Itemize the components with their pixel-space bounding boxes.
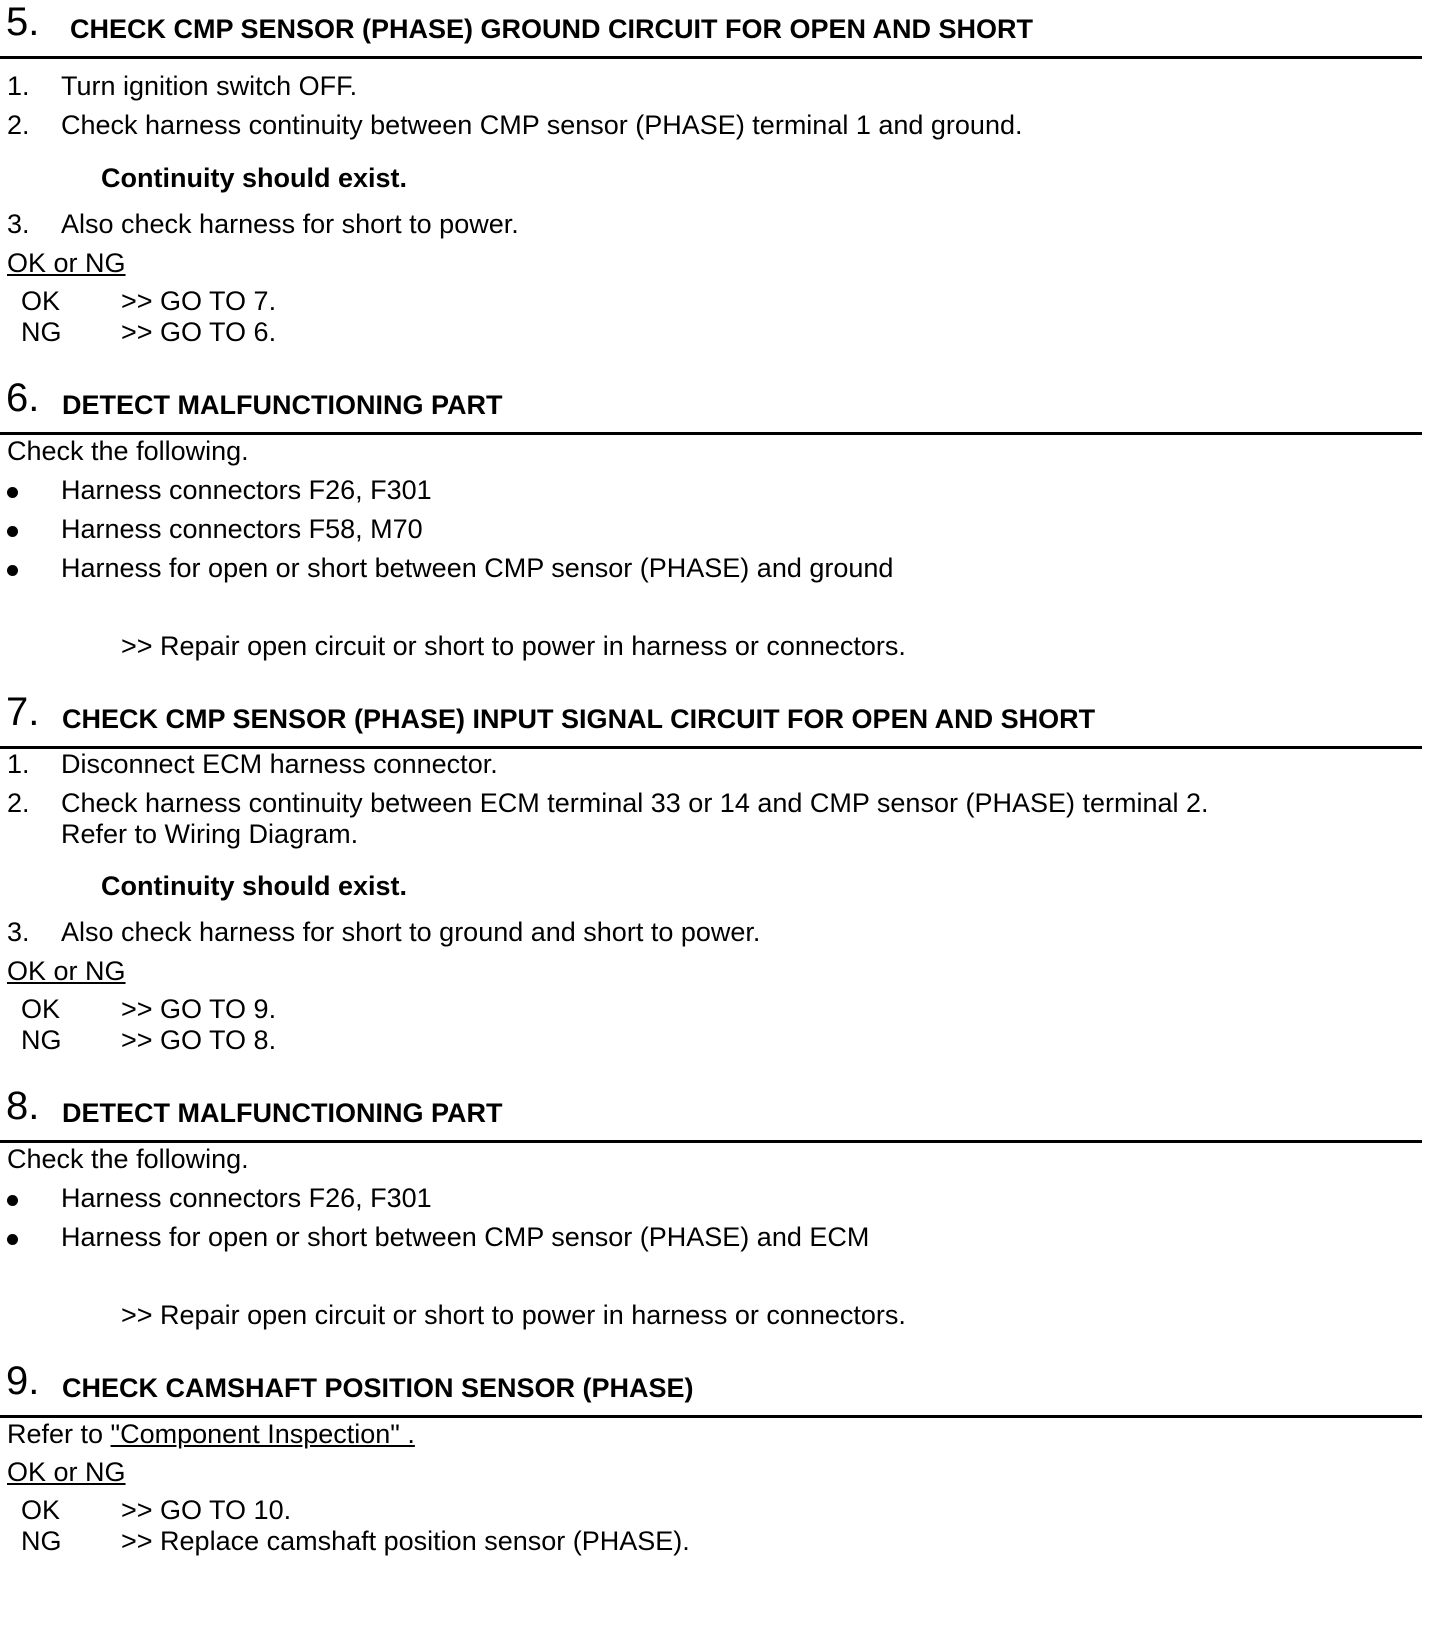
ok-or-ng-label: OK or NG [7, 1457, 126, 1487]
step-9-header [0, 1359, 1422, 1417]
step-title: DETECT MALFUNCTIONING PART [62, 1098, 503, 1128]
step-title: CHECK CMP SENSOR (PHASE) INPUT SIGNAL CIRCUIT FOR OPEN AND SHORT [62, 704, 1096, 734]
goto-link[interactable]: >> GO TO 9. [121, 994, 277, 1024]
step-number: 8. [6, 1084, 40, 1128]
divider [0, 56, 1422, 59]
goto-link[interactable]: >> GO TO 8. [121, 1025, 277, 1055]
goto-link[interactable]: >> GO TO 10. [121, 1495, 292, 1525]
step-number: 6. [6, 376, 40, 420]
spec-note: Continuity should exist. [101, 871, 408, 901]
document-page: 5. CHECK CMP SENSOR (PHASE) GROUND CIRCUIT FOR OPEN AND SHORT 1. Turn ignition switch OFF. 2. Check harness continuity between CMP sensor (PHASE) terminal 1 and ground. Continuity should exist. 3. Also check harness for short to power. OK or NG OK >> GO TO 7. NG >> GO TO 6. 6. DETECT MALFUNCTIONING PART Check the following. Harness connectors F26, F301 Harness connectors F58, M70 Harness for open or short between CMP sensor (PHASE) and ground >> Repair open circuit or short to power in harness or connectors. 7. CHECK CMP SENSOR (PHASE) INPUT SIGNAL CIRCUIT FOR OPEN AND SHORT 1. Disconnect ECM harness connector. 2. Check harness continuity between ECM terminal 33 or 14 and CMP sensor (PHASE) terminal 2. Refer to Wiring Diagram. Continuity should exist. 3. Also check harness for short to ground and short to power. OK or NG OK >> GO TO 9. NG >> GO TO 8. 8. DETECT MALFUNCTIONING PART Check the following. Harness connectors F26, F301 Harness for open or short between CMP sensor (PHASE) and ECM >> Repair open circuit or short to power in harness or connectors. 9. CHECK CAMSHAFT POSITION SENSOR (PHASE) Refer to "Component Inspection" . OK or NG OK >> GO TO 10. NG >> Replace camshaft position sensor (PHASE). [0, 0, 1440, 1630]
step-number: 9. [6, 1359, 40, 1403]
bullet-icon [7, 1234, 18, 1245]
step-number: 5. [6, 0, 40, 44]
ok-or-ng-label: OK or NG [7, 248, 126, 278]
spec-note: Continuity should exist. [101, 163, 408, 193]
ok-or-ng-label: OK or NG [7, 956, 126, 986]
bullet-icon [7, 487, 18, 498]
bullet-icon [7, 565, 18, 576]
step-5-header [0, 0, 1422, 58]
step-number: 7. [6, 690, 40, 734]
step-6-header [0, 376, 1422, 434]
step-8-header [0, 1084, 1422, 1142]
step-title: CHECK CAMSHAFT POSITION SENSOR (PHASE) [62, 1373, 694, 1403]
step-title: CHECK CMP SENSOR (PHASE) GROUND CIRCUIT FOR OPEN AND SHORT [70, 14, 1034, 44]
step-7-header [0, 690, 1422, 748]
replace-action: >> Replace camshaft position sensor (PHASE). [121, 1526, 690, 1556]
component-inspection-link[interactable]: "Component Inspection" . [110, 1419, 415, 1449]
step-title: DETECT MALFUNCTIONING PART [62, 390, 503, 420]
goto-link[interactable]: >> GO TO 6. [121, 317, 277, 347]
goto-link[interactable]: >> GO TO 7. [121, 286, 277, 316]
bullet-icon [7, 1195, 18, 1206]
bullet-icon [7, 526, 18, 537]
